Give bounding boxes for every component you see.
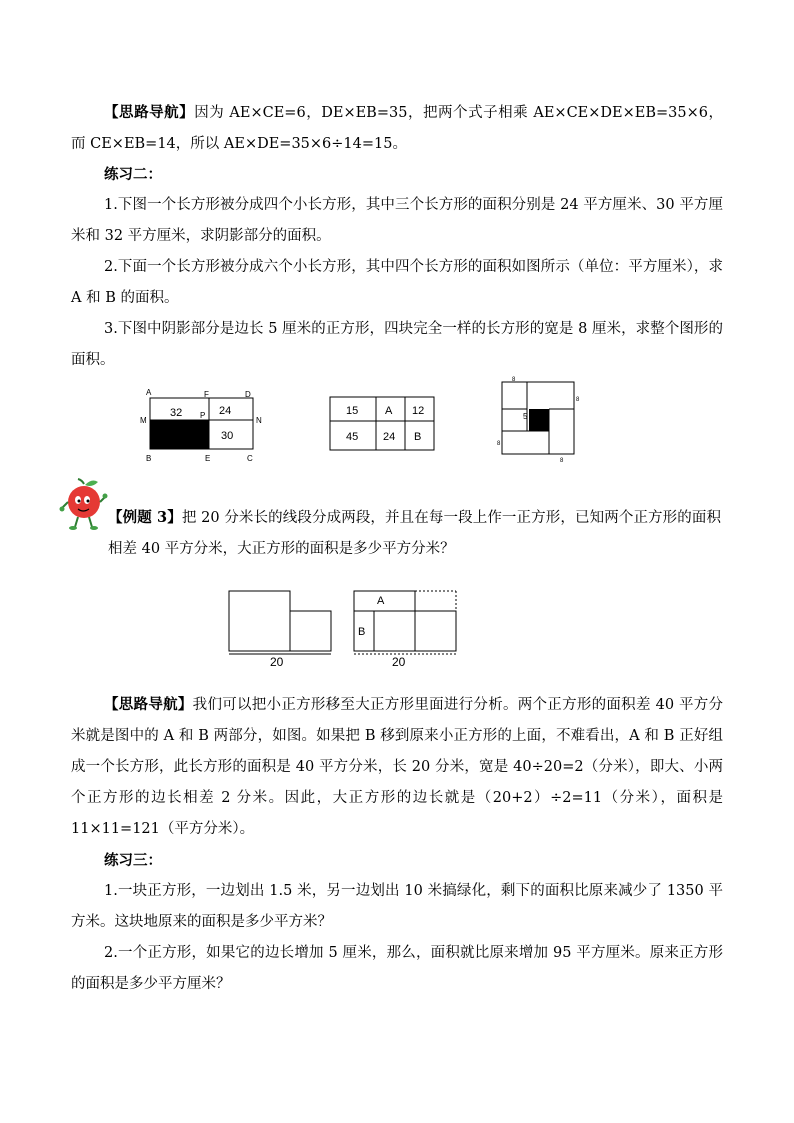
figure-square-four-rectangles — [492, 374, 587, 469]
fig3-label-right: 8 — [576, 397, 580, 403]
fig4-base-label-1: 20 — [270, 655, 284, 669]
fig3-label-left: 8 — [497, 441, 501, 447]
solution-heading-2: 【思路导航】 — [104, 696, 193, 713]
example-3-paragraph — [108, 502, 721, 565]
example-3-heading: 【例题 3】 — [108, 509, 182, 526]
fig1-label-F: F — [204, 390, 209, 399]
fig4-base-label-2: 20 — [392, 655, 406, 669]
solution-heading-1: 【思路导航】 — [104, 104, 195, 121]
solution-text-1: 因为 AE×CE=6，DE×EB=35，把两个式子相乘 AE×CE×DE×EB=35×6，而 CE×EB=14，所以 AE×DE=35×6÷14=15。 — [71, 105, 724, 152]
fig3-center-label: 5 — [523, 412, 528, 421]
fig1-value-32: 32 — [170, 407, 183, 419]
solution-paragraph-2 — [71, 689, 723, 845]
fig4-label-A: A — [377, 595, 385, 607]
fig1-value-30: 30 — [221, 430, 234, 442]
fig1-label-N: N — [256, 416, 262, 425]
fig1-label-C: C — [247, 454, 253, 463]
fig1-value-24: 24 — [219, 405, 232, 417]
fig1-label-D: D — [245, 390, 251, 399]
shaded-region — [150, 420, 209, 449]
fig2-value-24: 24 — [383, 431, 396, 443]
example-3-text: 把 20 分米长的线段分成两段，并且在每一段上作一正方形，已知两个正方形的面积相差 40 平方分米，大正方形的面积是多少平方分米？ — [108, 510, 721, 557]
fig1-label-M: M — [140, 416, 147, 425]
practice-2-title: 练习二： — [104, 166, 162, 183]
fig3-label-bottom: 8 — [560, 458, 564, 464]
solution-paragraph-1 — [71, 97, 723, 160]
practice-2-question-1: 1.下图一个长方形被分成四个小长方形，其中三个长方形的面积分别是 24 平方厘米、30 平方厘米和 32 平方厘米，求阴影部分的面积。 — [71, 197, 723, 244]
fig1-label-P: P — [200, 411, 206, 420]
fig2-value-A: A — [385, 405, 393, 417]
figure-two-squares — [225, 586, 465, 671]
figure-rectangle-four-parts — [135, 383, 270, 468]
apple-mascot-icon — [58, 478, 108, 532]
fig2-value-12: 12 — [412, 405, 425, 417]
practice-3-question-1: 1.一块正方形，一边划出 1.5 米，另一边划出 10 米搞绿化，剩下的面积比原来减少了 1350 平方米。这块地原来的面积是多少平方米？ — [71, 883, 723, 930]
fig2-value-45: 45 — [346, 431, 359, 443]
solution-text-2: 我们可以把小正方形移至大正方形里面进行分析。两个正方形的面积差 40 平方分米就是图中的 A 和 B 两部分，如图。如果把 B 移到原来小正方形的上面，不难看出，A 和 B 正好组成一个长方形，此长方形的面积是 40 平方分米，长 20 分米，宽是 40÷20=2（分米），即大、小两个正方形的边长相差 2 分米。因此，大正方形的边长就是（20+2）÷2=11（分米），面积是 11×11=121（平方分米）。 — [71, 697, 724, 837]
fig2-value-B: B — [414, 431, 422, 443]
fig3-label-top: 8 — [512, 377, 516, 383]
fig2-value-15: 15 — [346, 405, 359, 417]
fig4-label-B: B — [358, 626, 366, 638]
fig1-label-B: B — [146, 454, 152, 463]
fig1-label-A: A — [146, 388, 152, 397]
practice-3-title: 练习三： — [104, 852, 162, 869]
shaded-square — [529, 409, 549, 431]
practice-2-question-3: 3.下图中阴影部分是边长 5 厘米的正方形，四块完全一样的长方形的宽是 8 厘米，求整个图形的面积。 — [71, 321, 723, 368]
practice-2-question-2: 2.下面一个长方形被分成六个小长方形，其中四个长方形的面积如图所示（单位：平方厘米），求 A 和 B 的面积。 — [71, 259, 723, 306]
figure-rectangle-six-parts — [328, 395, 438, 455]
fig1-label-E: E — [205, 454, 211, 463]
practice-3-question-2: 2.一个正方形，如果它的边长增加 5 厘米，那么，面积就比原来增加 95 平方厘米。原来正方形的面积是多少平方厘米？ — [71, 945, 723, 992]
